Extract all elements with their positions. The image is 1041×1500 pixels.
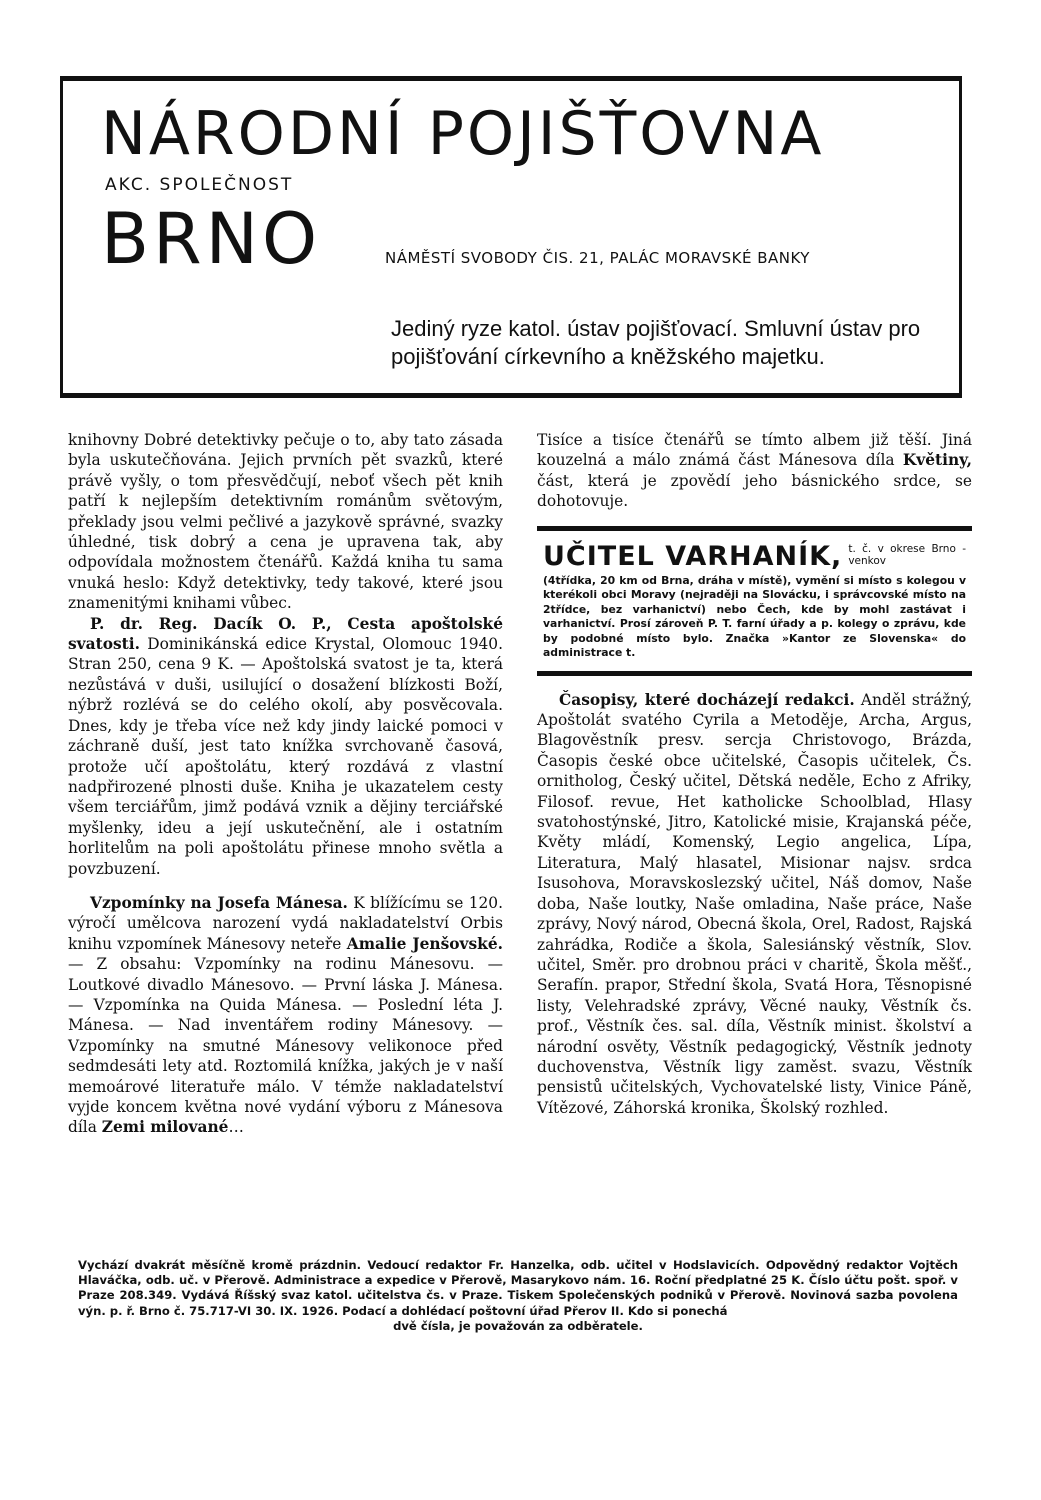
author-name-bold: Amalie Jenšovské.	[346, 934, 503, 953]
notice-body: (4třídka, 20 km od Brna, dráha v místě), vymění si místo s kolegou v kterékoli obci Moravy (nejraději na Slovácku, i správcovské místo na 2třídce, bez varhanictví) nebo Čech, kde by mohl zastávat i varhanictví. Prosí zároveň P. T. farní úřady a p. kolegy o zprávu, kde by podobné místo bylo. Značka »Kantor ze Slovenska« do administrace t.	[543, 573, 966, 660]
publication-imprint	[78, 1258, 958, 1334]
ad-tagline: Jediný ryze katol. ústav pojišťovací. Smluvní ústav pro pojišťování církevního a kněžského majetku.	[391, 316, 921, 369]
notice-location: t. č. v okrese Brno - venkov	[848, 542, 966, 567]
paragraph-text: Anděl strážný, Apoštolát svatého Cyrila a Metoděje, Archa, Argus, Blagověstník presv. sercja Christovogo, Brázda, Časopis české obce učitelské, Časopis učitelek, Čs. ornitholog, Český učitel, Dětská neděle, Echo z Afriky, Filosof. revue, Het katholicke Schoolblad, Hlasy svatohostýnské, Jitro, Katolické misie, Krajanská péče, Květy mládí, Komenský, Legio angelica, Lípa, Literatura, Malý hlasatel, Misionar najsv. srdca Isusohova, Moravskoslezský učitel, Náš domov, Naše doba, Naše loutky, Naše omladina, Naše práce, Naše zprávy, Nový národ, Obecná škola, Orel, Radost, Rajská zahrádka, Rodiče a škola, Salesiánský věstník, Slov. učitel, Směr. pro drobnou práci v charitě, Škola měšť., Serafín. prapor, Střední škola, Svatá Hora, Těsnopisné listy, Velehradské zprávy, Věcné nauky, Věstník čs. prof., Věstník čes. sal. díla, Věstník minist. školství a národní osvěty, Věstník pedagogický, Věstník jednoty duchovenstva, Věstník ligy zaměst. svazu, Věstník pensistů učitelských, Vychovatelské listy, Vinice Páně, Vítězové, Záhorská kronika, Školský rozhled.	[537, 690, 972, 1117]
paragraph-text: K blížícímu se 120. výročí umělcova narození vydá nakladatelství Orbis knihu vzpomínek Mánesovy neteře	[68, 893, 503, 953]
teacher-organist-notice	[537, 526, 972, 676]
ad-title: NÁRODNÍ POJIŠŤOVNA	[101, 99, 825, 169]
imprint-last-line: dvě čísla, je považován za odběratele.	[393, 1318, 643, 1333]
notice-heading	[543, 541, 966, 573]
ad-address: NÁMĚSTÍ SVOBODY ČIS. 21, PALÁC MORAVSKÉ BANKY	[385, 249, 810, 267]
right-column	[537, 430, 972, 1118]
notice-title: UČITEL VARHANÍK,	[543, 540, 843, 572]
ad-city: BRNO	[101, 198, 322, 280]
ad-bottom-rule	[60, 393, 962, 398]
paragraph-album	[537, 430, 972, 512]
paragraph-text: část, která je zpovědí jeho básnického srdce, se dohotovuje.	[537, 471, 972, 511]
section-heading-bold: Časopisy, které docházejí redakci.	[559, 690, 855, 709]
paragraph-manes-memories	[68, 893, 503, 1138]
imprint-text: Vychází dvakrát měsíčně kromě prázdnin. Vedoucí redaktor Fr. Hanzelka, odb. učitel v Hodslavicích. Odpovědný redaktor Vojtěch Hlaváčka, odb. uč. v Přerově. Administrace a expedice v Přerově, Masarykovo nám. 16. Roční předplatné 25 K. Číslo účtu pošt. spoř. v Praze 208.349. Vydává Říšský svaz katol. učitelstva čs. v Praze. Tiskem Společenských podniků v Přerově. Novinová sazba povolena výn. p. ř. Brno č. 75.717-VI 30. IX. 1926. Podací a dohlédací poštovní úřad Přerov II. Kdo si ponechá	[78, 1258, 958, 1318]
paragraph-text: — Z obsahu: Vzpomínky na rodinu Mánesovu. — Loutkové divadlo Mánesovo. — První láska J. Mánesa. — Vzpomínka na Quida Mánesa. — Poslední léta J. Mánesa. — Nad inventářem rodiny Mánesovy. — Vzpomínky na smutné Mánesovy velikonoce před sedmdesáti lety atd. Roztomilá knížka, jakých je v naší memoárové literatuře málo. V témže nakladatelství vyjde koncem května nové vydání výboru z Mánesova díla	[68, 955, 503, 1137]
ad-subtitle: AKC. SPOLEČNOST	[105, 175, 294, 195]
book-title-bold: Vzpomínky na Josefa Mánesa.	[90, 893, 348, 912]
paragraph-detective-library: knihovny Dobré detektivky pečuje o to, aby tato zásada byla uskutečňována. Jejich prvních pět svazků, které právě vyšly, o tom přesvědčují, neboť všech pět knih patří k nejlepším detektivním románům světovým, překlady jsou velmi pečlivé a jazykově správné, svazky úhledné, tisk dobrý a cena je upravena tak, aby odpovídala možnostem čtenářů. Každá kniha tu sama vnuká heslo: Když detektivky, tedy takové, které jsou znamenitými knihami vůbec.	[68, 431, 503, 613]
paragraph-text: Dominikánská edice Krystal, Olomouc 1940. Stran 250, cena 9 K. — Apoštolská svatost je ta, která nezůstává v duši, usilující o dosažení blízkosti Boží, nýbrž rozlévá se do celého okolí, aby posvěcovala. Dnes, kdy je třeba více než kdy jindy laické pomoci v záchraně duší, jest tato knížka svrchovaně časová, protože učí apoštolátu, který rozdává z vlastní nadpřirozené plnosti duše. Kniha je ukazatelem cesty všem terciářům, jimž podává vznik a dějiny terciářské myšlenky, ideu a její uskutečnění, ale i ostatním horlitelům na poli apoštolátu přinese mnoho světla a povzbuzení.	[68, 635, 503, 878]
paragraph-text: Tisíce a tisíce čtenářů se tímto albem již těší. Jiná kouzelná a málo známá část Mánesova díla	[537, 431, 972, 470]
ad-top-rule	[60, 76, 962, 81]
paragraph-received-magazines	[537, 690, 972, 1119]
paragraph-apostolic-sanctity	[68, 614, 503, 879]
insurance-advertisement	[60, 76, 962, 398]
book-title-bold: Zemi milované	[101, 1118, 229, 1137]
work-title-bold: Květiny,	[902, 451, 972, 470]
book-title-bold: P. dr. Reg. Dacík O. P., Cesta apoštolské svatosti.	[68, 614, 503, 654]
paragraph-text: …	[228, 1118, 244, 1137]
left-column	[68, 430, 503, 1138]
